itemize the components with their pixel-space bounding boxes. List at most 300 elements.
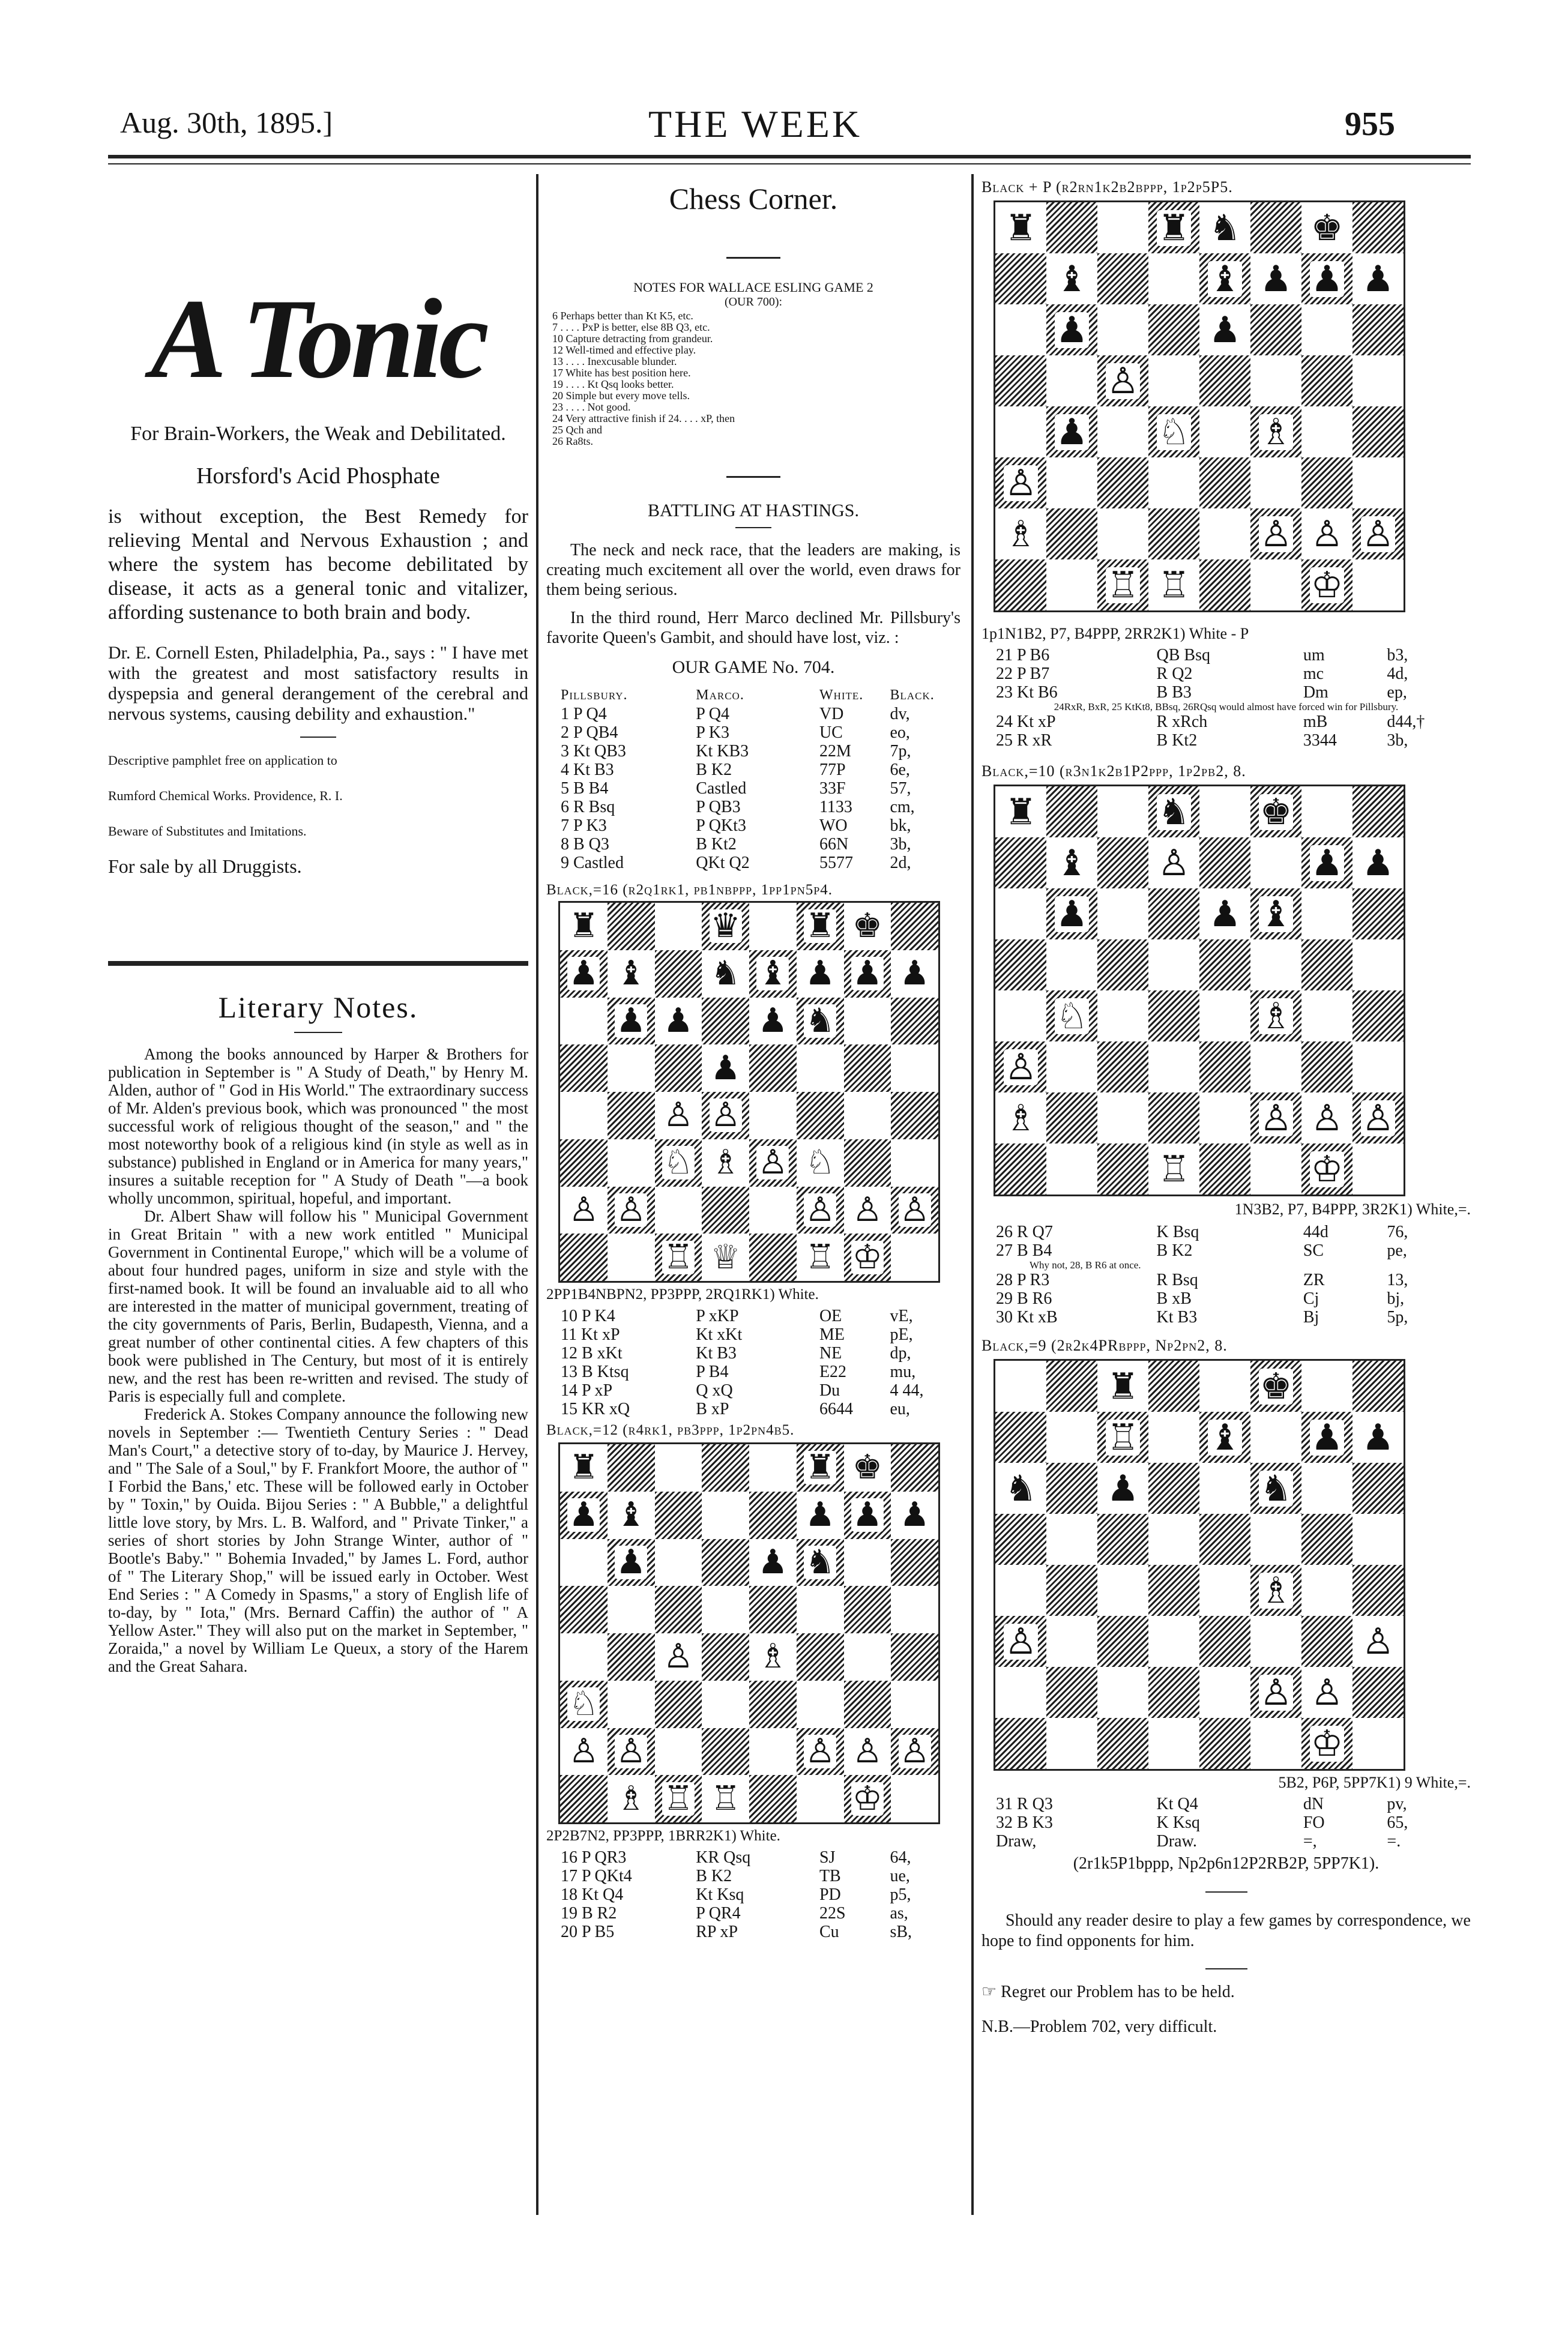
board-square: [891, 1444, 938, 1492]
note-line: 24 Very attractive finish if 24. . . . xP, then: [552, 412, 735, 424]
divider: [294, 1032, 342, 1033]
board-square: [608, 1775, 655, 1822]
white-pawn-icon: ♙: [1310, 1097, 1343, 1139]
board-square: [995, 990, 1046, 1041]
board-square: [797, 1139, 844, 1187]
board-square: [702, 1092, 749, 1139]
board-square: [749, 1139, 797, 1187]
board-square: [702, 1234, 749, 1281]
board-square: [797, 1187, 844, 1234]
move-cell: 20 P B5: [561, 1923, 615, 1941]
board-square: [1301, 939, 1352, 990]
board-square: [995, 559, 1046, 610]
board-square: [1301, 888, 1352, 939]
nb-note: N.B.—Problem 702, very difficult.: [982, 2017, 1217, 2036]
move-row: [561, 742, 960, 761]
white-pawn-icon: ♙: [616, 1190, 647, 1229]
board-square: [1301, 1616, 1352, 1667]
board-square: [608, 998, 655, 1045]
chess-board: [558, 1442, 940, 1824]
board-caption-bottom: 5B2, P6P, 5PP7K1) 9 White,=.: [1278, 1774, 1471, 1791]
board-square: [891, 1775, 938, 1822]
board-square: [1148, 1143, 1199, 1195]
column-header: White.: [819, 687, 864, 703]
board-square: [1148, 837, 1199, 888]
white-pawn-icon: ♙: [1310, 1671, 1343, 1714]
move-cell: 65,: [1387, 1813, 1408, 1832]
move-row: [996, 1289, 1471, 1308]
move-cell: 3344: [1303, 731, 1337, 750]
move-cell: 14 P xP: [561, 1381, 613, 1400]
board-square: [1097, 253, 1148, 304]
board-square: [995, 1041, 1046, 1092]
board-square: [608, 1539, 655, 1586]
board-square: [1148, 406, 1199, 457]
board-square: [1046, 1514, 1097, 1565]
black-knight-icon: ♞: [805, 1542, 836, 1582]
move-cell: 27 B B4: [996, 1241, 1052, 1260]
board-square: [560, 1187, 608, 1234]
black-pawn-icon: ♟: [568, 1495, 599, 1535]
board-square: [702, 1492, 749, 1539]
move-cell: =,: [1303, 1832, 1317, 1851]
move-cell: dp,: [890, 1344, 911, 1363]
board-square: [1046, 1565, 1097, 1616]
note-line: 17 White has best position here.: [552, 367, 691, 379]
move-cell: B K2: [696, 761, 732, 779]
board-square: [995, 939, 1046, 990]
board-square: [702, 903, 749, 950]
board-square: [702, 1586, 749, 1633]
board-square: [1352, 355, 1404, 406]
board-square: [844, 1492, 891, 1539]
move-cell: 44d: [1303, 1223, 1328, 1241]
board-square: [749, 1586, 797, 1633]
board-square: [608, 1586, 655, 1633]
black-king-icon: ♚: [852, 906, 882, 946]
white-pawn-icon: ♙: [616, 1731, 647, 1771]
move-cell: Kt B3: [696, 1344, 737, 1363]
board-square: [1250, 888, 1301, 939]
board-square: [891, 950, 938, 998]
white-pawn-icon: ♙: [1157, 842, 1190, 884]
board-square: [560, 998, 608, 1045]
move-cell: SJ: [819, 1848, 836, 1867]
board-square: [560, 1775, 608, 1822]
board-square: [1250, 457, 1301, 508]
board-square: [1046, 837, 1097, 888]
black-rook-icon: ♜: [1157, 206, 1190, 249]
move-cell: 19 B R2: [561, 1904, 617, 1923]
board-square: [1097, 1718, 1148, 1769]
move-cell: 4 44,: [890, 1381, 924, 1400]
board-square: [749, 998, 797, 1045]
board-square: [1046, 1718, 1097, 1769]
note-line: 12 Well-timed and effective play.: [552, 344, 696, 356]
pointing-hand-icon: ☞: [982, 1981, 997, 2001]
move-cell: NE: [819, 1344, 842, 1363]
move-cell: 25 R xR: [996, 731, 1052, 750]
ad-pamphlet: Descriptive pamphlet free on application to: [108, 753, 337, 768]
board-square: [844, 1139, 891, 1187]
board-square: [702, 1139, 749, 1187]
board-square: [1301, 990, 1352, 1041]
move-cell: ep,: [1387, 683, 1407, 702]
white-pawn-icon: ♙: [1259, 1097, 1292, 1139]
board-square: [560, 1444, 608, 1492]
board-square: [1352, 786, 1404, 837]
board-square: [1352, 202, 1404, 253]
white-king-icon: ♔: [852, 1779, 882, 1818]
board-square: [560, 1044, 608, 1092]
board-square: [560, 1681, 608, 1728]
move-cell: P QR4: [696, 1904, 741, 1923]
board-square: [1097, 1412, 1148, 1463]
board-square: [702, 1187, 749, 1234]
move-cell: 3b,: [1387, 731, 1408, 750]
board-square: [702, 1681, 749, 1728]
board-square: [1148, 355, 1199, 406]
move-cell: B K2: [696, 1867, 732, 1885]
move-cell: RP xP: [696, 1923, 738, 1941]
move-cell: dN: [1303, 1795, 1324, 1813]
move-cell: P B4: [696, 1363, 729, 1381]
move-cell: ME: [819, 1325, 845, 1344]
move-row: [996, 646, 1471, 664]
board-square: [702, 1633, 749, 1681]
move-row: [561, 1904, 960, 1923]
board-square: [1352, 559, 1404, 610]
divider: [726, 476, 780, 478]
board-square: [1097, 508, 1148, 559]
move-row: [561, 854, 960, 872]
white-king-icon: ♔: [852, 1237, 882, 1277]
move-cell: P K3: [696, 723, 730, 742]
board-square: [995, 1514, 1046, 1565]
board-square: [749, 903, 797, 950]
white-pawn-icon: ♙: [1361, 1097, 1395, 1139]
white-knight-icon: ♘: [568, 1684, 599, 1724]
masthead-title: THE WEEK: [648, 103, 863, 145]
white-pawn-icon: ♙: [1004, 1620, 1037, 1663]
black-pawn-icon: ♟: [805, 1495, 836, 1535]
move-cell: vE,: [890, 1307, 913, 1325]
note-line: 19 . . . . Kt Qsq looks better.: [552, 378, 674, 390]
move-row: [561, 1363, 960, 1381]
white-pawn-icon: ♙: [852, 1190, 882, 1229]
white-pawn-icon: ♙: [663, 1637, 693, 1677]
ad-subhead: For Brain-Workers, the Weak and Debilitated.: [130, 423, 506, 445]
note-line: 13 . . . . Inexcusable blunder.: [552, 355, 677, 367]
board-square: [1046, 1616, 1097, 1667]
ad-beware: Beware of Substitutes and Imitations.: [108, 824, 307, 839]
white-knight-icon: ♘: [663, 1143, 693, 1183]
board-square: [1352, 1718, 1404, 1769]
white-king-icon: ♔: [1310, 1148, 1343, 1190]
black-bishop-icon: ♝: [616, 1495, 647, 1535]
white-pawn-icon: ♙: [899, 1190, 930, 1229]
board-square: [1148, 1361, 1199, 1412]
board-square: [1046, 786, 1097, 837]
board-square: [1250, 1718, 1301, 1769]
move-cell: Dm: [1303, 683, 1328, 702]
board-square: [1301, 1514, 1352, 1565]
note-line: 25 Qch and: [552, 424, 602, 436]
chess-board: [994, 785, 1405, 1196]
move-cell: 15 KR xQ: [561, 1400, 630, 1418]
move-cell: OE: [819, 1307, 842, 1325]
board-square: [891, 1234, 938, 1281]
black-bishop-icon: ♝: [1208, 258, 1241, 300]
board-square: [1097, 1041, 1148, 1092]
move-cell: 10 P K4: [561, 1307, 615, 1325]
move-row: [996, 664, 1471, 683]
board-square: [891, 1633, 938, 1681]
move-cell: 1 P Q4: [561, 705, 607, 723]
board-square: [608, 903, 655, 950]
board-square: [749, 1775, 797, 1822]
board-square: [1301, 355, 1352, 406]
board-square: [608, 1139, 655, 1187]
board-square: [1352, 837, 1404, 888]
black-pawn-icon: ♟: [710, 1048, 741, 1088]
board-square: [1352, 304, 1404, 355]
board-square: [702, 1444, 749, 1492]
board-square: [655, 903, 702, 950]
board-square: [1352, 1616, 1404, 1667]
board-square: [891, 1728, 938, 1776]
board-square: [995, 508, 1046, 559]
move-cell: 4d,: [1387, 664, 1408, 683]
move-cell: UC: [819, 723, 843, 742]
board-square: [995, 1412, 1046, 1463]
white-bishop-icon: ♗: [1259, 411, 1292, 453]
battling-paragraph: The neck and neck race, that the leaders are making, is creating much excitement all over the world, even draws for them being serious.: [546, 541, 960, 599]
board-square: [1250, 1361, 1301, 1412]
board-square: [608, 1187, 655, 1234]
move-cell: 18 Kt Q4: [561, 1885, 624, 1904]
black-knight-icon: ♞: [710, 954, 741, 993]
board-square: [844, 1681, 891, 1728]
board-square: [1199, 559, 1250, 610]
move-row: [996, 1271, 1471, 1289]
move-cell: B xP: [696, 1400, 729, 1418]
move-cell: 16 P QR3: [561, 1848, 627, 1867]
black-bishop-icon: ♝: [758, 954, 788, 993]
divider: [1205, 1968, 1247, 1969]
notes-list: [552, 310, 960, 447]
move-cell: ue,: [890, 1867, 910, 1885]
board-caption-bottom: 2PP1B4NBPN2, PP3PPP, 2RQ1RK1) White.: [546, 1286, 819, 1303]
black-pawn-icon: ♟: [1310, 1416, 1343, 1459]
move-cell: P QB3: [696, 798, 741, 816]
literary-paragraph: Among the books announced by Harper & Brothers for publication in September is " A Study of Death," by Henry M. Alden, author of " God in His World." The extraordinary success of Mr. Alden's previous book, which was pronounced " the most successful work of religious thought of the season," and " the most noteworthy book of a religious kind (in style as well as in substance) published in England or in America for many years," insures a suitable reception for " A Study of Death "—a book wholly uncommon, spiritual, hopeful, and important.: [108, 1045, 528, 1207]
move-row: [561, 1885, 960, 1904]
move-row: [561, 1307, 960, 1325]
move-cell: Draw.: [1156, 1832, 1197, 1851]
board-square: [844, 998, 891, 1045]
board-square: [1352, 253, 1404, 304]
black-pawn-icon: ♟: [1055, 411, 1088, 453]
board-square: [1352, 990, 1404, 1041]
board-square: [608, 1681, 655, 1728]
board-square: [1301, 786, 1352, 837]
black-pawn-icon: ♟: [1361, 1416, 1395, 1459]
board-square: [1148, 1041, 1199, 1092]
board-square: [1046, 990, 1097, 1041]
move-list: [982, 1795, 1471, 1851]
notes-subtitle: (OUR 700):: [724, 295, 783, 309]
board-square: [1352, 1565, 1404, 1616]
move-cell: P xKP: [696, 1307, 739, 1325]
board-square: [1097, 202, 1148, 253]
move-cell: 13 B Ktsq: [561, 1363, 629, 1381]
board-square: [1199, 355, 1250, 406]
move-row: [561, 705, 960, 723]
board-square: [797, 1775, 844, 1822]
move-cell: 22M: [819, 742, 851, 761]
board-square: [891, 1092, 938, 1139]
move-cell: 22S: [819, 1904, 846, 1923]
board-square: [1148, 1514, 1199, 1565]
white-pawn-icon: ♙: [1259, 513, 1292, 555]
board-square: [655, 950, 702, 998]
white-knight-icon: ♘: [805, 1143, 836, 1183]
move-cell: cm,: [890, 798, 915, 816]
ad-works: Rumford Chemical Works. Providence, R. I.: [108, 788, 343, 803]
black-queen-icon: ♛: [710, 906, 741, 946]
board-square: [1097, 837, 1148, 888]
move-cell: Cu: [819, 1923, 839, 1941]
move-row: [996, 1832, 1471, 1851]
board-square: [891, 903, 938, 950]
board-square: [1097, 1514, 1148, 1565]
black-pawn-icon: ♟: [1208, 309, 1241, 351]
move-cell: mB: [1303, 713, 1328, 731]
white-pawn-icon: ♙: [1259, 1671, 1292, 1714]
black-knight-icon: ♞: [1157, 791, 1190, 833]
board-square: [797, 1234, 844, 1281]
board-square: [560, 1539, 608, 1586]
white-queen-icon: ♕: [710, 1237, 741, 1277]
board-square: [749, 1681, 797, 1728]
board-square: [1250, 939, 1301, 990]
board-square: [1148, 304, 1199, 355]
board-square: [1148, 202, 1199, 253]
move-cell: 57,: [890, 779, 911, 798]
white-rook-icon: ♖: [1106, 1416, 1139, 1459]
move-cell: KR Qsq: [696, 1848, 751, 1867]
move-cell: R Bsq: [1156, 1271, 1198, 1289]
move-row: [996, 1308, 1471, 1327]
board-square: [1097, 1616, 1148, 1667]
board-square: [749, 1044, 797, 1092]
board-square: [608, 1633, 655, 1681]
literary-paragraph: Dr. Albert Shaw will follow his " Municipal Government in Great Britain " with a new work entitled " Municipal Government in Continental Europe," which will be a volume of about four hundred pages, uniform in size and style with the first-named book. It will be found an invaluable aid to all who are interested in the matter of municipal government, treating of the city governments of Paris, Berlin, Budapesth, Vienna, and a great number of other continental cities. A few chapters of this book were published in The Century, but most of it is entirely new, and the rest has been re-written and revised. The study of Paris is especially full and complete.: [108, 1207, 528, 1405]
board-square: [1301, 457, 1352, 508]
board-square: [1046, 1041, 1097, 1092]
board-square: [1250, 355, 1301, 406]
black-knight-icon: ♞: [1208, 206, 1241, 249]
move-row: [996, 1223, 1471, 1241]
move-row: [561, 761, 960, 779]
black-rook-icon: ♜: [568, 906, 599, 946]
board-square: [608, 1492, 655, 1539]
black-bishop-icon: ♝: [1259, 893, 1292, 935]
move-cell: p5,: [890, 1885, 911, 1904]
board-square: [1250, 559, 1301, 610]
board-square: [1199, 508, 1250, 559]
white-pawn-icon: ♙: [663, 1095, 693, 1135]
board-square: [1250, 406, 1301, 457]
board-square: [749, 1633, 797, 1681]
board-square: [1250, 990, 1301, 1041]
board-square: [702, 1728, 749, 1776]
header-rule: [108, 155, 1471, 158]
black-pawn-icon: ♟: [899, 1495, 930, 1535]
board-square: [1046, 1412, 1097, 1463]
board-square: [1199, 939, 1250, 990]
move-row: [561, 1867, 960, 1885]
move-cell: 8 B Q3: [561, 835, 609, 854]
board-square: [655, 998, 702, 1045]
move-cell: K Bsq: [1156, 1223, 1199, 1241]
board-square: [749, 950, 797, 998]
white-rook-icon: ♖: [710, 1779, 741, 1818]
black-king-icon: ♚: [1259, 1365, 1292, 1408]
white-bishop-icon: ♗: [1259, 1569, 1292, 1612]
move-cell: 7p,: [890, 742, 911, 761]
board-square: [797, 1539, 844, 1586]
board-square: [1301, 1412, 1352, 1463]
board-square: [844, 903, 891, 950]
battling-title: BATTLING AT HASTINGS.: [648, 501, 859, 520]
board-square: [1250, 508, 1301, 559]
white-rook-icon: ♖: [805, 1237, 836, 1277]
move-row: [561, 1344, 960, 1363]
correspondence-note: Should any reader desire to play a few games by correspondence, we hope to find opponents for him.: [982, 1911, 1471, 1950]
move-cell: pv,: [1387, 1795, 1407, 1813]
board-square: [1148, 559, 1199, 610]
board-square: [608, 1044, 655, 1092]
board-square: [1046, 202, 1097, 253]
board-square: [1352, 1092, 1404, 1143]
black-pawn-icon: ♟: [663, 1001, 693, 1040]
board-square: [891, 998, 938, 1045]
board-square: [1148, 1565, 1199, 1616]
move-cell: 2d,: [890, 854, 911, 872]
white-bishop-icon: ♗: [758, 1637, 788, 1677]
black-rook-icon: ♜: [805, 1448, 836, 1487]
black-pawn-icon: ♟: [616, 1001, 647, 1040]
board-square: [1301, 202, 1352, 253]
board-square: [702, 998, 749, 1045]
board-square: [1199, 1718, 1250, 1769]
board-square: [560, 903, 608, 950]
move-cell: Draw,: [996, 1832, 1037, 1851]
board-square: [1046, 1667, 1097, 1718]
black-pawn-icon: ♟: [852, 1495, 882, 1535]
move-cell: 3b,: [890, 835, 911, 854]
board-square: [1250, 837, 1301, 888]
black-pawn-icon: ♟: [852, 954, 882, 993]
board-square: [844, 1775, 891, 1822]
board-square: [702, 1775, 749, 1822]
board-square: [655, 1044, 702, 1092]
board-square: [1352, 1041, 1404, 1092]
board-square: [844, 1586, 891, 1633]
board-square: [560, 1586, 608, 1633]
